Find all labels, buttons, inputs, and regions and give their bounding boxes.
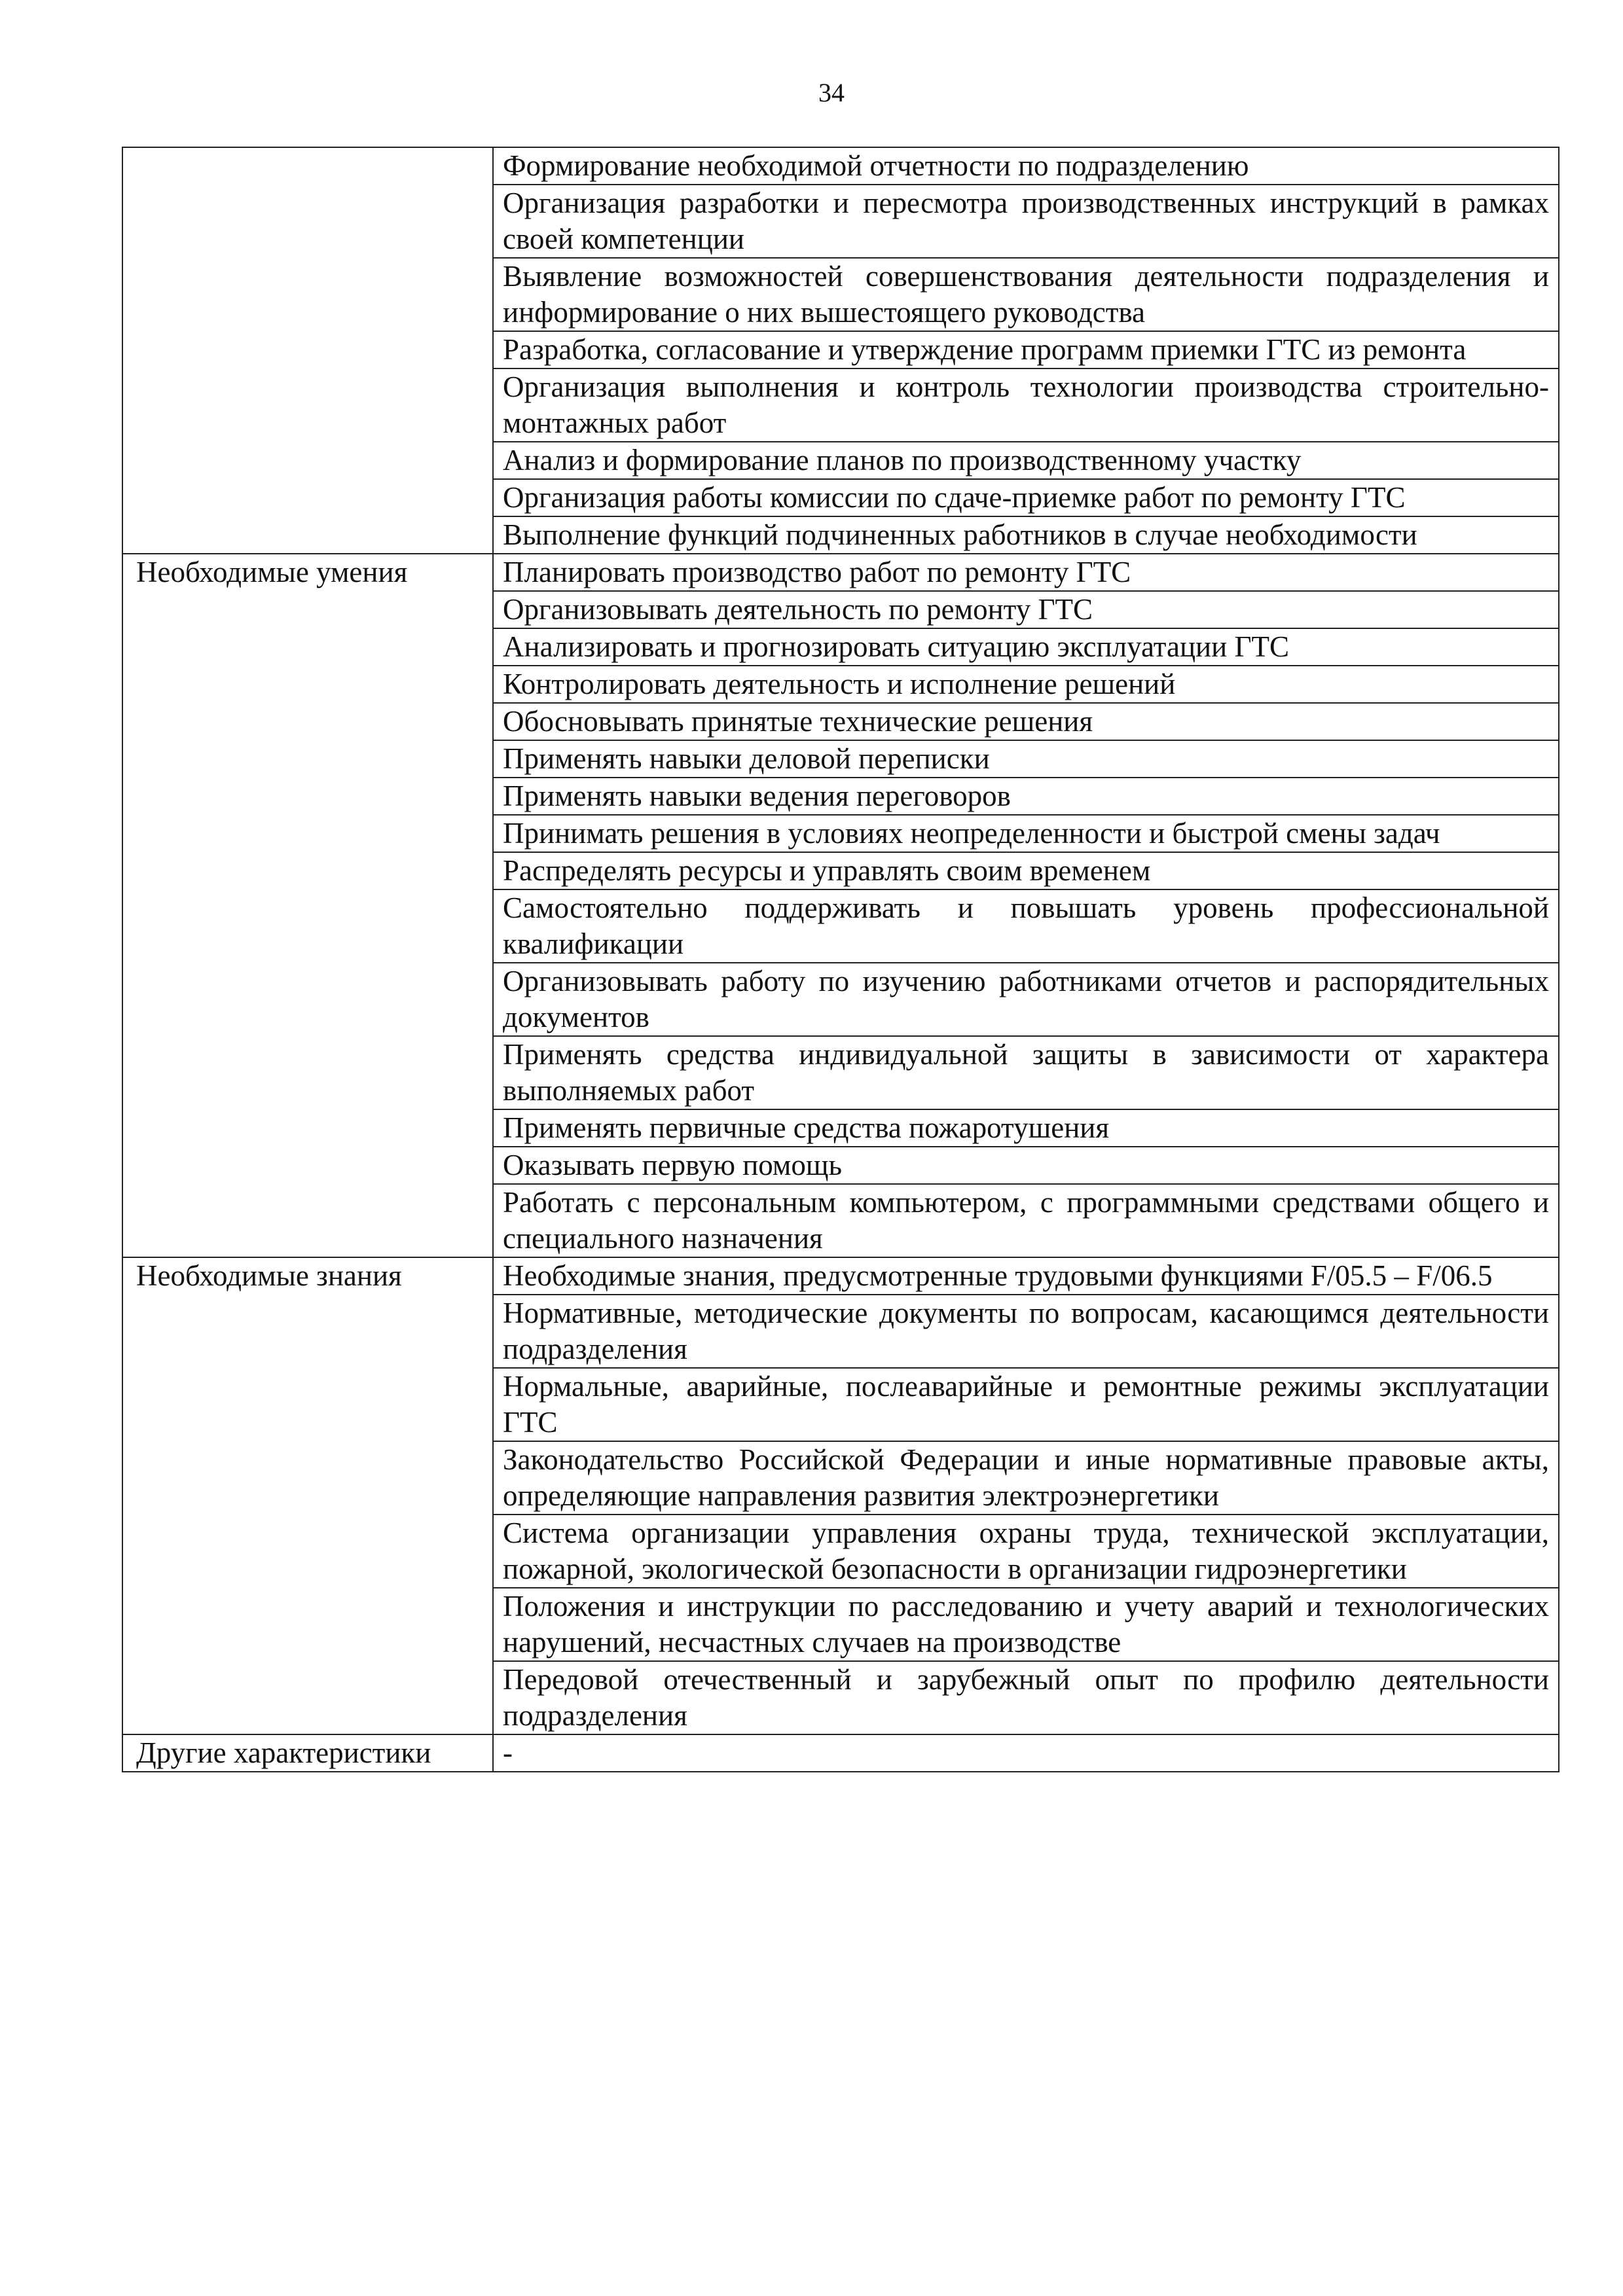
requirement-cell: Организовывать деятельность по ремонту ГТС (493, 591, 1559, 628)
table-row (122, 1734, 1559, 1772)
requirement-cell: Система организации управления охраны труда, технической эксплуатации, пожарной, экологической безопасности в организации гидроэнергетики (493, 1515, 1559, 1588)
requirement-cell: Применять навыки деловой переписки (493, 740, 1559, 778)
requirement-cell: Необходимые знания, предусмотренные трудовыми функциями F/05.5 – F/06.5 (493, 1257, 1559, 1295)
requirement-cell: Применять средства индивидуальной защиты в зависимости от характера выполняемых работ (493, 1036, 1559, 1109)
requirement-cell: Самостоятельно поддерживать и повышать уровень профессиональной квалификации (493, 889, 1559, 963)
requirement-cell: Выявление возможностей совершенствования деятельности подразделения и информирование о них вышестоящего руководства (493, 258, 1559, 331)
requirement-cell: Положения и инструкции по расследованию и учету аварий и технологических нарушений, несчастных случаев на производстве (493, 1588, 1559, 1661)
requirement-cell: Контролировать деятельность и исполнение решений (493, 666, 1559, 703)
requirement-cell: Анализировать и прогнозировать ситуацию эксплуатации ГТС (493, 628, 1559, 666)
requirement-cell: - (493, 1734, 1559, 1772)
requirement-cell: Передовой отечественный и зарубежный опыт по профилю деятельности подразделения (493, 1661, 1559, 1734)
requirement-cell: Законодательство Российской Федерации и иные нормативные правовые акты, определяющие направления развития электроэнергетики (493, 1441, 1559, 1515)
table-row (122, 554, 1559, 591)
section-label: Необходимые умения (122, 554, 493, 1257)
requirement-cell: Обосновывать принятые технические решения (493, 703, 1559, 740)
requirement-cell: Планировать производство работ по ремонту ГТС (493, 554, 1559, 591)
requirement-cell: Применять первичные средства пожаротушения (493, 1109, 1559, 1147)
qualification-table (122, 147, 1559, 1772)
section-label: Другие характеристики (122, 1734, 493, 1772)
requirement-cell: Организация разработки и пересмотра производственных инструкций в рамках своей компетенции (493, 185, 1559, 258)
requirement-cell: Оказывать первую помощь (493, 1147, 1559, 1184)
table-row (122, 147, 1559, 185)
requirement-cell: Анализ и формирование планов по производственному участку (493, 442, 1559, 479)
requirement-cell: Организация выполнения и контроль технологии производства строительно-монтажных работ (493, 368, 1559, 442)
requirement-cell: Разработка, согласование и утверждение программ приемки ГТС из ремонта (493, 331, 1559, 368)
requirement-cell: Нормативные, методические документы по вопросам, касающимся деятельности подразделения (493, 1295, 1559, 1368)
requirement-cell: Работать с персональным компьютером, с программными средствами общего и специального назначения (493, 1184, 1559, 1257)
requirement-cell: Нормальные, аварийные, послеаварийные и ремонтные режимы эксплуатации ГТС (493, 1368, 1559, 1441)
requirement-cell: Формирование необходимой отчетности по подразделению (493, 147, 1559, 185)
table-row (122, 1257, 1559, 1295)
requirement-cell: Распределять ресурсы и управлять своим временем (493, 852, 1559, 889)
section-label (122, 147, 493, 554)
page-number: 34 (818, 78, 845, 107)
requirement-cell: Организация работы комиссии по сдаче-приемке работ по ремонту ГТС (493, 479, 1559, 516)
requirement-cell: Выполнение функций подчиненных работников в случае необходимости (493, 516, 1559, 554)
requirement-cell: Организовывать работу по изучению работниками отчетов и распорядительных документов (493, 963, 1559, 1036)
requirement-cell: Принимать решения в условиях неопределенности и быстрой смены задач (493, 815, 1559, 852)
requirement-cell: Применять навыки ведения переговоров (493, 778, 1559, 815)
section-label: Необходимые знания (122, 1257, 493, 1734)
